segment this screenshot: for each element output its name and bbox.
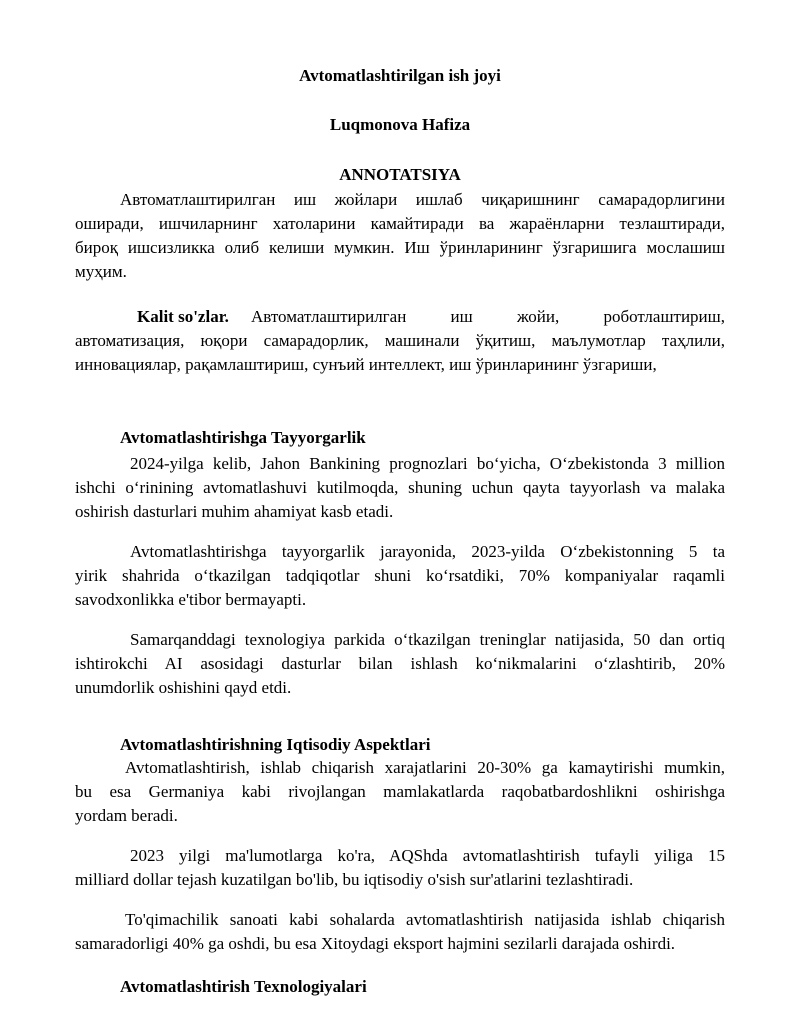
paragraph-line: Avtomatlashtirishga tayyorgarlik jarayonida, 2023-yilda Oʻzbekistonning 5 ta (130, 542, 725, 561)
keywords-line (75, 305, 725, 329)
paragraph-line: oshirish dasturlari muhim ahamiyat kasb etadi. (75, 502, 394, 521)
document-author: Luqmonova Hafiza (329, 115, 471, 134)
body-paragraph (75, 628, 725, 700)
body-paragraph (75, 540, 725, 612)
paragraph-line: Samarqanddagi texnologiya parkida oʻtkazilgan treninglar natijasida, 50 dan ortiq (130, 630, 725, 649)
keywords-text: Автоматлаштирилган иш жойи, роботлаштириш, (250, 307, 725, 326)
keywords-line: инновациялар, рақамлаштириш, сунъий интеллект, иш ўринларининг ўзгариши, (75, 355, 657, 374)
annotation-line: бироқ ишсизликка олиб келиши мумкин. Иш ўринларининг ўзгаришига мослашиш (75, 238, 725, 257)
paragraph-line: samaradorligi 40% ga oshdi, bu esa Xitoydagi eksport hajmini sezilarli darajada oshirdi. (75, 934, 676, 953)
annotation-line: оширади, ишчиларнинг хатоларини камайтиради ва жараёнларни тезлаштиради, (75, 214, 725, 233)
paragraph-line: ishchi oʻrinining avtomatlashuvi kutilmoqda, shuning uchun qayta tayyorlash va malaka (75, 478, 725, 497)
keywords-label: Kalit so'zlar. (137, 307, 229, 326)
paragraph-line: unumdorlik oshishini qayd etdi. (75, 678, 292, 697)
paragraph-line: To'qimachilik sanoati kabi sohalarda avtomatlashtirish natijasida ishlab chiqarish (125, 910, 725, 929)
annotation-paragraph (75, 188, 725, 284)
section-heading: Avtomatlashtirishning Iqtisodiy Aspektlari (120, 735, 431, 754)
paragraph-line: 2024-yilga kelib, Jahon Bankining prognozlari boʻyicha, Oʻzbekistonda 3 million (130, 454, 725, 473)
keywords-line: автоматизация, юқори самарадорлик, машинали ўқитиш, маълумотлар таҳлили, (75, 331, 725, 350)
section-heading: Avtomatlashtirishga Tayyorgarlik (120, 428, 366, 447)
paragraph-line: yordam beradi. (75, 806, 178, 825)
body-paragraph (75, 844, 725, 892)
body-paragraph (75, 756, 725, 828)
keywords-paragraph (75, 305, 725, 377)
section-heading: Avtomatlashtirish Texnologiyalari (120, 977, 367, 996)
paragraph-line: 2023 yilgi ma'lumotlarga ko'ra, AQShda avtomatlashtirish tufayli yiliga 15 (130, 846, 725, 865)
paragraph-line: milliard dollar tejash kuzatilgan bo'lib, bu iqtisodiy o'sish sur'atlarini tezlashtiradi. (75, 870, 634, 889)
body-paragraph (75, 452, 725, 524)
document-title: Avtomatlashtirilgan ish joyi (299, 66, 501, 85)
paragraph-line: ishtirokchi AI asosidagi dasturlar bilan ishlash koʻnikmalarini oʻzlashtirib, 20% (75, 654, 725, 673)
paragraph-line: savodxonlikka e'tibor bermayapti. (75, 590, 307, 609)
annotation-line: муҳим. (75, 262, 127, 281)
paragraph-line: yirik shahrida oʻtkazilgan tadqiqotlar shuni koʻrsatdiki, 70% kompaniyalar raqamli (75, 566, 725, 585)
annotation-heading: ANNOTATSIYA (339, 165, 461, 184)
paragraph-line: Avtomatlashtirish, ishlab chiqarish xarajatlarini 20-30% ga kamaytirishi mumkin, (125, 758, 725, 777)
paragraph-line: bu esa Germaniya kabi rivojlangan mamlakatlarda raqobatbardoshlikni oshirishga (75, 782, 725, 801)
annotation-line: Автоматлаштирилган иш жойлари ишлаб чиқаришнинг самарадорлигини (120, 190, 725, 209)
body-paragraph (75, 908, 725, 956)
